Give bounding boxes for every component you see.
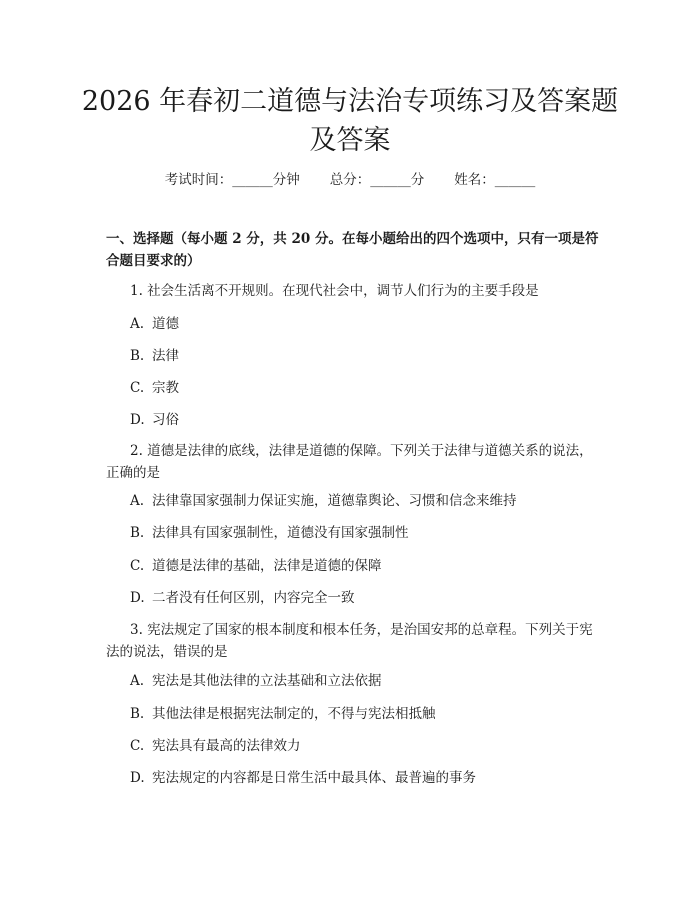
question-option xyxy=(130,587,600,609)
question-option xyxy=(130,313,600,335)
total-score-field: 总分：______分 xyxy=(329,172,425,188)
question-option xyxy=(130,555,600,577)
question-option xyxy=(130,490,600,512)
question-option xyxy=(130,670,600,692)
option-text: 道德是法律的基础，法律是道德的保障 xyxy=(152,558,382,574)
exam-time-field: 考试时间：______分钟 xyxy=(164,172,300,188)
option-text: 道德 xyxy=(152,316,179,332)
option-letter: A. xyxy=(130,673,145,689)
option-letter: B. xyxy=(130,525,145,541)
question-stem: 3. 宪法规定了国家的根本制度和根本任务，是治国安邦的总章程。下列关于宪法的说法，错误的是 xyxy=(106,622,593,660)
document-title: 2026 年春初二道德与法治专项练习及答案题及答案 xyxy=(81,86,619,156)
option-text: 二者没有任何区别，内容完全一致 xyxy=(152,590,355,606)
option-text: 法律 xyxy=(152,348,179,364)
question-option xyxy=(130,522,600,544)
question-option xyxy=(130,735,600,757)
question-option xyxy=(130,703,600,725)
option-letter: D. xyxy=(130,590,145,606)
option-letter: A. xyxy=(130,493,145,509)
option-text: 宗教 xyxy=(152,380,179,396)
option-text: 法律靠国家强制力保证实施，道德靠舆论、习惯和信念来维持 xyxy=(152,493,517,509)
question-option xyxy=(130,409,600,431)
option-text: 习俗 xyxy=(152,412,179,428)
option-letter: D. xyxy=(130,770,145,786)
option-letter: A. xyxy=(130,316,145,332)
question-stem: 2. 道德是法律的底线，法律是道德的保障。下列关于法律与道德关系的说法，正确的是 xyxy=(106,443,593,481)
exam-meta-line xyxy=(0,168,700,188)
section-heading: 一、选择题（每小题 2 分，共 20 分。在每小题给出的四个选项中，只有一项是符合题目要求的） xyxy=(106,231,599,269)
option-letter: C. xyxy=(130,558,145,574)
option-text: 法律具有国家强制性，道德没有国家强制性 xyxy=(152,525,409,541)
option-letter: B. xyxy=(130,348,145,364)
question-option xyxy=(130,377,600,399)
option-text: 宪法具有最高的法律效力 xyxy=(152,738,301,754)
question-option xyxy=(130,345,600,367)
option-letter: D. xyxy=(130,412,145,428)
student-name-field: 姓名：______ xyxy=(454,172,536,188)
option-letter: C. xyxy=(130,380,145,396)
option-text: 宪法规定的内容都是日常生活中最具体、最普遍的事务 xyxy=(152,770,476,786)
option-text: 宪法是其他法律的立法基础和立法依据 xyxy=(152,673,382,689)
option-letter: B. xyxy=(130,706,145,722)
option-letter: C. xyxy=(130,738,145,754)
question-option xyxy=(130,767,600,789)
option-text: 其他法律是根据宪法制定的，不得与宪法相抵触 xyxy=(152,706,436,722)
question-stem: 1. 社会生活离不开规则。在现代社会中，调节人们行为的主要手段是 xyxy=(130,283,539,299)
